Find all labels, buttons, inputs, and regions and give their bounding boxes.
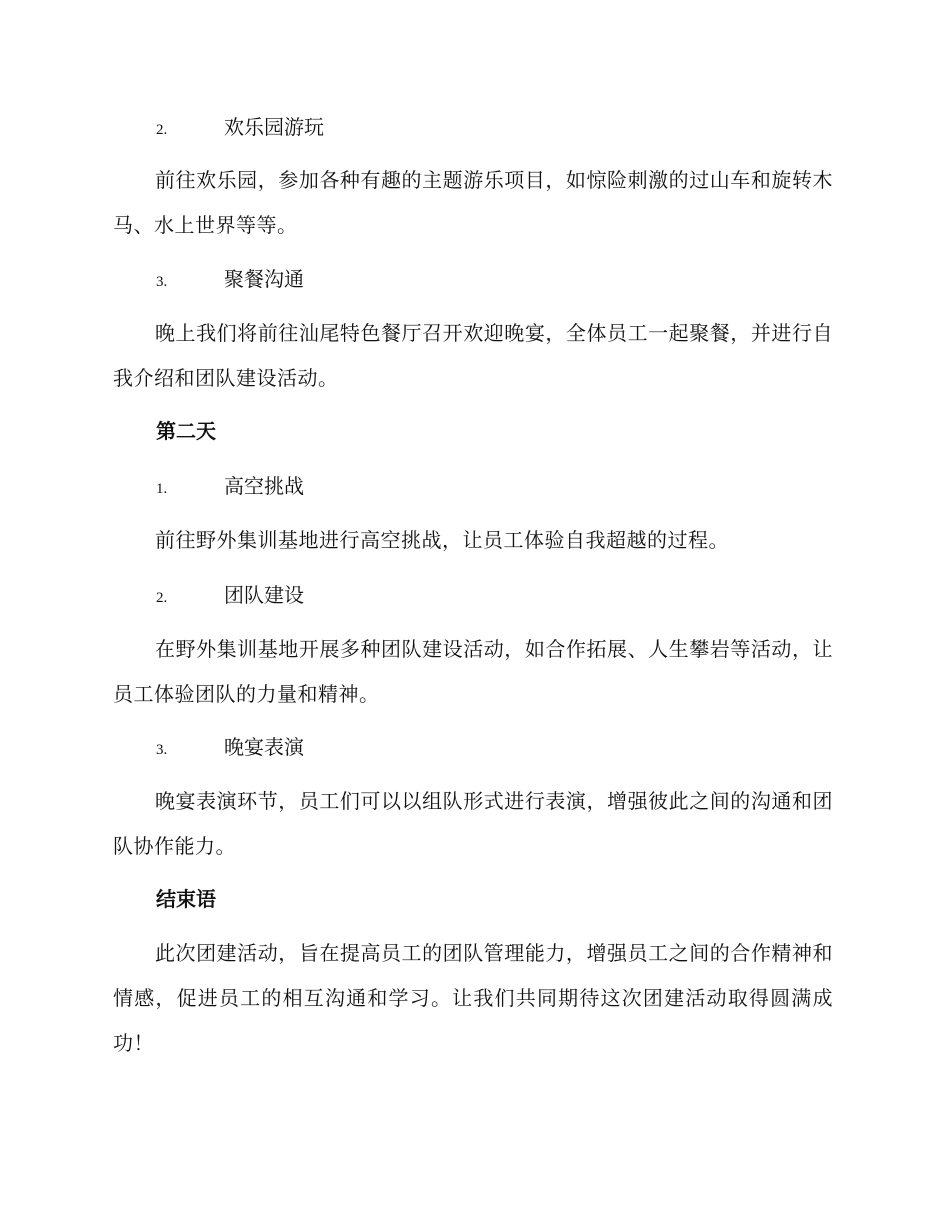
- list-item-high-altitude-challenge: [113, 471, 833, 501]
- banquet-description: 晚宴表演环节，员工们可以以组队形式进行表演，增强彼此之间的沟通和团队协作能力。: [113, 789, 833, 858]
- section-heading-conclusion: 结束语: [156, 887, 216, 911]
- section-heading-day-two: 第二天: [156, 419, 216, 443]
- list-item-team-building: [113, 580, 833, 610]
- list-item-title: 高空挑战: [224, 474, 304, 498]
- dinner-description: 晚上我们将前往汕尾特色餐厅召开欢迎晚宴，全体员工一起聚餐，并进行自我介绍和团队建设活动。: [113, 321, 833, 390]
- list-number: 3.: [156, 742, 168, 758]
- list-item-title: 欢乐园游玩: [224, 115, 324, 139]
- amusement-park-description: 前往欢乐园，参加各种有趣的主题游乐项目，如惊险刺激的过山车和旋转木马、水上世界等等。: [113, 168, 833, 237]
- list-number: 2.: [156, 590, 168, 606]
- list-item-title: 晚宴表演: [224, 735, 304, 759]
- list-item-amusement-park: [113, 112, 833, 142]
- list-number: 3.: [156, 274, 168, 290]
- list-number: 2.: [156, 122, 168, 138]
- high-altitude-description: 前往野外集训基地进行高空挑战，让员工体验自我超越的过程。: [155, 528, 729, 552]
- list-number: 1.: [156, 481, 168, 497]
- team-building-description: 在野外集训基地开展多种团队建设活动，如合作拓展、人生攀岩等活动，让员工体验团队的力量和精神。: [113, 637, 833, 706]
- conclusion-text: 此次团建活动，旨在提高员工的团队管理能力，增强员工之间的合作精神和情感，促进员工的相互沟通和学习。让我们共同期待这次团建活动取得圆满成功！: [113, 941, 833, 1055]
- list-item-banquet-performance: [113, 732, 833, 762]
- list-item-dinner: [113, 264, 833, 294]
- list-item-title: 聚餐沟通: [224, 267, 304, 291]
- list-item-title: 团队建设: [224, 583, 304, 607]
